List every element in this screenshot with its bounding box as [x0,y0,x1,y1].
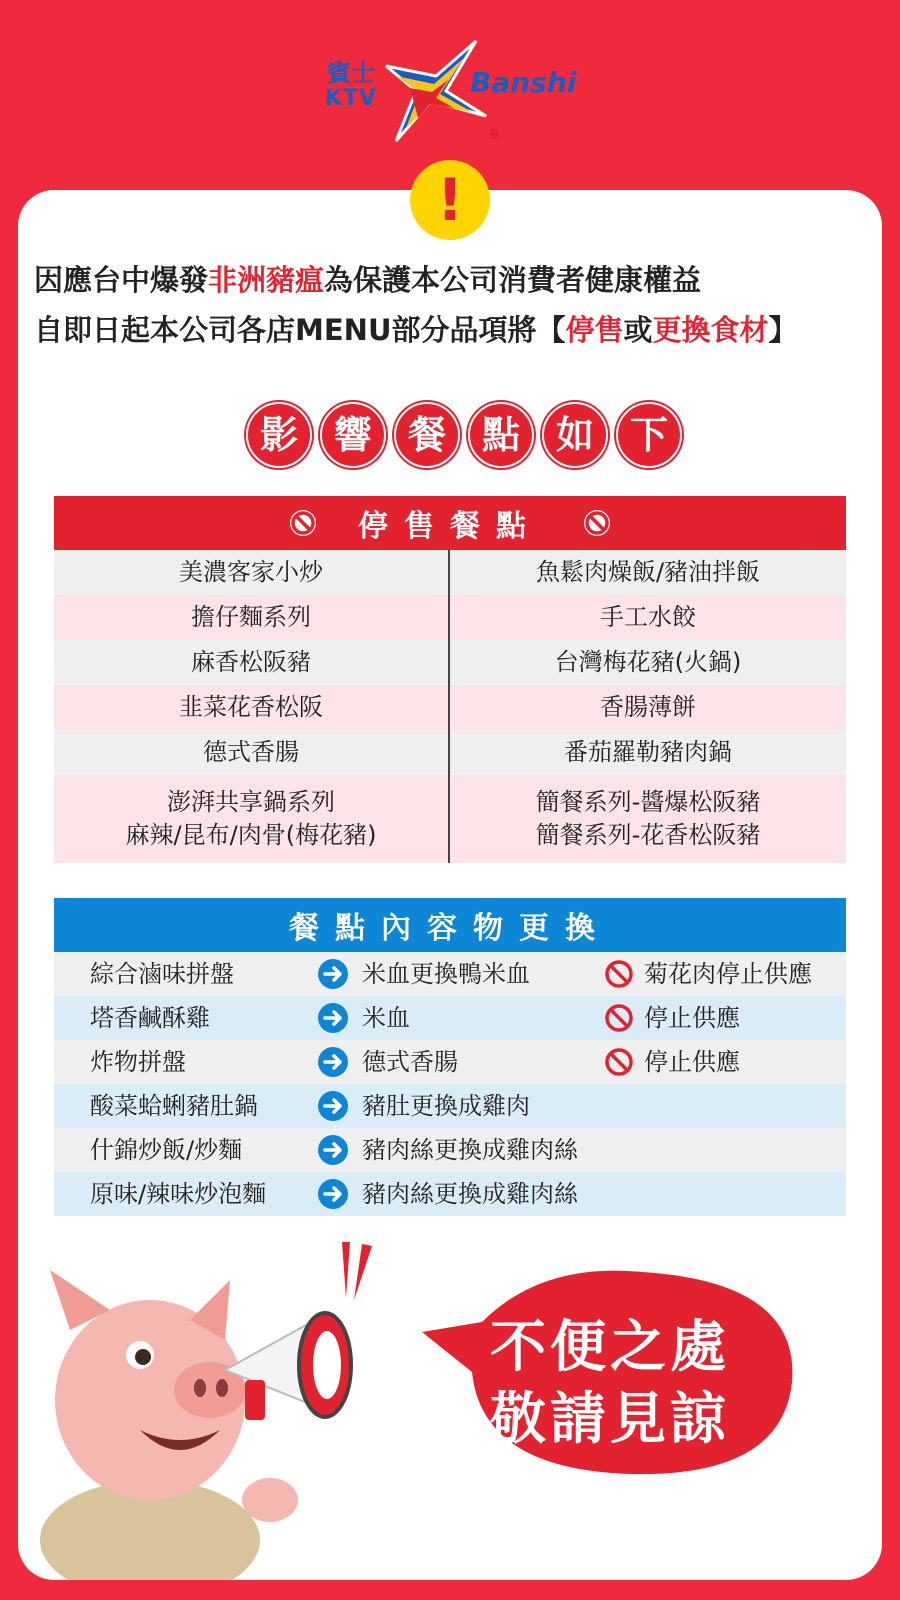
table-cell [450,775,846,863]
table-cell [54,775,450,863]
table-cell [450,685,846,730]
stop-note: 停止供應 [644,1004,740,1032]
stop-note: 停止供應 [644,1048,740,1076]
table-cell [54,550,450,595]
table-row [54,775,846,863]
dish-name: 麻辣/昆布/肉骨(梅花豬) [125,821,377,849]
intro-line2-highlight2: 更換食材 [652,313,769,347]
dish-name: 什錦炒飯/炒麵 [90,1136,243,1164]
title-char: 如 [542,402,608,468]
dish-name: 美濃客家小炒 [179,558,323,586]
prohibited-icon [604,1047,634,1083]
table-row [54,685,846,730]
prohibited-icon [288,508,318,538]
logo-cn-text: 賓士 [327,59,375,87]
dish-name: 酸菜蛤蜊豬肚鍋 [90,1092,258,1120]
table-row [54,996,846,1040]
table-cell [450,595,846,640]
arrow-right-icon [318,959,348,989]
title-char: 餐 [394,402,460,468]
table-cell [450,640,846,685]
megaphone-icon [215,1290,385,1440]
exclamation-icon: ! [410,160,490,240]
intro-line2-b: 】 [768,313,798,347]
table-cell [450,550,846,595]
dish-name: 手工水餃 [600,603,696,631]
table-row [54,1040,846,1084]
apology-text [460,1312,760,1456]
intro-line1-b: 為保護本公司消費者健康權益 [324,263,702,297]
dish-name: 德式香腸 [203,738,299,766]
dish-name: 澎湃共享鍋系列 [167,788,335,816]
logo-english-text: Banshi [470,66,577,99]
prohibited-icon [582,508,612,538]
intro-line2-mid: 或 [623,313,653,347]
table-row [54,1128,846,1172]
discontinued-header [54,496,846,550]
discontinued-table [54,496,846,863]
arrow-right-icon [318,1091,348,1121]
table-row [54,1172,846,1216]
dish-name: 綜合滷味拼盤 [90,960,234,988]
title-char: 下 [616,402,682,468]
replacement-text: 米血更換鴨米血 [362,960,530,988]
replacement-header [54,898,846,952]
dish-name: 塔香鹹酥雞 [90,1004,210,1032]
title-char: 響 [320,402,386,468]
table-row [54,595,846,640]
intro-text [34,255,864,355]
dish-name: 炸物拼盤 [90,1048,186,1076]
intro-line2-a: 自即日起本公司各店MENU部分品項將【 [34,313,566,347]
table-cell [54,685,450,730]
dish-name: 簡餐系列-醬爆松阪豬 [535,788,761,816]
replacement-text: 豬肉絲更換成雞肉絲 [362,1180,578,1208]
table-row [54,1084,846,1128]
intro-line-1 [34,255,864,305]
dish-name: 原味/辣味炒泡麵 [90,1180,267,1208]
table-row [54,640,846,685]
discontinued-title: 停售餐點 [358,509,542,544]
title-char: 點 [468,402,534,468]
title-char: 影 [246,402,312,468]
dish-name: 番茄羅勒豬肉鍋 [564,738,732,766]
replacement-text: 米血 [362,1004,410,1032]
prohibited-icon [604,959,634,995]
intro-line-2 [34,305,864,355]
brand-logo [318,36,588,156]
logo-ktv-text: KTV [324,86,378,111]
replacement-text: 豬肚更換成雞肉 [362,1092,530,1120]
dish-name: 擔仔麵系列 [191,603,311,631]
arrow-right-icon [318,1179,348,1209]
arrow-right-icon [318,1003,348,1033]
stop-note: 菊花肉停止供應 [644,960,812,988]
dish-name: 麻香松阪豬 [191,648,311,676]
arrow-right-icon [318,1135,348,1165]
arrow-right-icon [318,1047,348,1077]
replacement-title: 餐點內容物更換 [289,911,611,946]
table-row [54,550,846,595]
table-cell [450,730,846,775]
dish-name: 韭菜花香松阪 [179,693,323,721]
replacement-table [54,898,846,1216]
intro-line1-a: 因應台中爆發 [34,263,209,297]
logo-chinese [318,60,384,112]
dish-name: 簡餐系列-花香松阪豬 [535,821,761,849]
table-cell [54,640,450,685]
prohibited-icon [604,1003,634,1039]
table-row [54,730,846,775]
table-cell [54,595,450,640]
apology-line-1: 不便之處 [490,1315,730,1380]
dish-name: 香腸薄餅 [600,693,696,721]
replacement-text: 豬肉絲更換成雞肉絲 [362,1136,578,1164]
table-cell [54,730,450,775]
affected-items-title [246,402,682,468]
intro-line2-highlight1: 停售 [565,313,624,347]
table-row [54,952,846,996]
intro-line1-highlight: 非洲豬瘟 [208,263,325,297]
dish-name: 台灣梅花豬(火鍋) [554,648,742,676]
dish-name: 魚鬆肉燥飯/豬油拌飯 [535,558,761,586]
replacement-text: 德式香腸 [362,1048,458,1076]
apology-line-2: 敬請見諒 [490,1387,730,1452]
